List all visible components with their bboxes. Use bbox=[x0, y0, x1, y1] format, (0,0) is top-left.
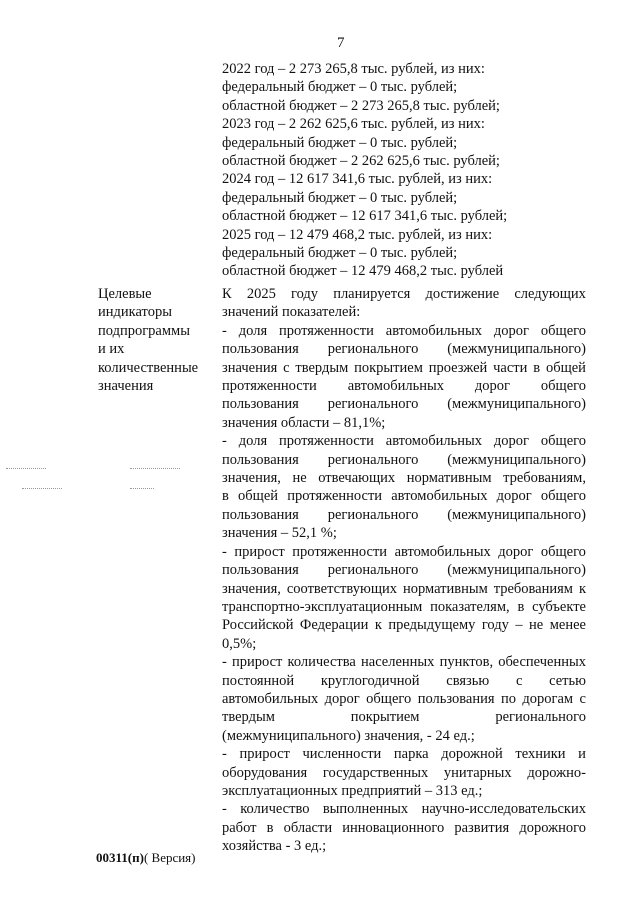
indicator-word: прирост bbox=[234, 543, 285, 560]
indicator-word: общего bbox=[540, 488, 586, 505]
indicator-word: пунктов, bbox=[439, 654, 494, 671]
section-label-line: значения bbox=[98, 378, 154, 395]
indicator-word: государственных bbox=[322, 764, 429, 781]
indicator-word: значения, bbox=[222, 470, 281, 487]
budget-line: 2025 год – 12 479 468,2 тыс. рублей, из них: bbox=[222, 226, 493, 243]
indicator-word: - bbox=[222, 801, 227, 818]
indicator-word: в bbox=[266, 819, 274, 836]
indicator-word: Российской bbox=[222, 617, 294, 634]
indicator-word: общего bbox=[540, 322, 586, 339]
indicator-word: году bbox=[290, 286, 319, 302]
indicator-word: к bbox=[578, 580, 586, 597]
indicator-word: следующих bbox=[514, 286, 586, 302]
indicator-word: автомобильных bbox=[385, 322, 482, 339]
indicator-word: прирост bbox=[239, 746, 290, 763]
section-label-line: индикаторы bbox=[98, 304, 172, 321]
scan-artifact-line bbox=[130, 488, 154, 490]
indicator-word: субъекте bbox=[532, 598, 586, 615]
indicator-line bbox=[222, 377, 586, 395]
indicator-word: нормативным bbox=[406, 470, 492, 487]
indicator-word: значения, bbox=[222, 580, 281, 597]
section-label-line: количественные bbox=[98, 359, 199, 376]
indicator-word: общего bbox=[540, 378, 586, 395]
target-indicators-text bbox=[222, 285, 586, 856]
indicator-word: протяженности bbox=[279, 433, 374, 450]
scan-artifact-line bbox=[22, 488, 62, 490]
indicator-line bbox=[222, 672, 586, 690]
indicator-word: регионального bbox=[327, 451, 419, 468]
indicator-word: дорог bbox=[493, 433, 529, 450]
section-label-target-indicators bbox=[98, 285, 213, 395]
indicator-word: отвечающих bbox=[318, 470, 396, 487]
indicator-word: количество bbox=[240, 801, 310, 818]
indicator-line bbox=[222, 451, 586, 469]
indicator-word: протяженности bbox=[279, 322, 374, 339]
indicator-word: Федерации bbox=[299, 617, 369, 634]
indicator-word: с bbox=[515, 672, 523, 689]
indicator-word: дорожной bbox=[441, 746, 503, 763]
indicator-line: 0,5%; bbox=[222, 635, 257, 652]
indicator-line bbox=[222, 708, 586, 726]
indicator-line bbox=[222, 395, 586, 413]
indicator-word: пользования bbox=[222, 506, 299, 523]
budget-line: 2022 год – 2 273 265,8 тыс. рублей, из них: bbox=[222, 61, 485, 77]
indicator-word: по bbox=[500, 690, 516, 707]
indicator-word: парка bbox=[393, 746, 429, 763]
indicator-word: показателям, bbox=[430, 598, 510, 615]
indicator-word: количества bbox=[287, 654, 356, 671]
indicator-word: году bbox=[481, 617, 509, 634]
indicator-word: предыдущему bbox=[388, 617, 476, 634]
indicator-word: твердым bbox=[222, 709, 275, 726]
indicator-word: автомобильных bbox=[347, 378, 444, 395]
indicator-line: (межмуниципального) значения, - 24 ед.; bbox=[222, 727, 475, 744]
indicator-word: научно-исследовательских bbox=[421, 801, 586, 818]
indicator-word: дорог bbox=[496, 488, 532, 505]
indicator-line bbox=[222, 469, 586, 487]
indicator-word: с bbox=[579, 690, 586, 707]
indicator-line bbox=[222, 764, 586, 782]
indicator-word: регионального bbox=[495, 709, 586, 726]
indicator-word: - bbox=[222, 433, 227, 450]
indicator-word: в bbox=[517, 598, 525, 615]
document-footer bbox=[96, 850, 196, 866]
budget-line: федеральный бюджет – 0 тыс. рублей; bbox=[222, 134, 458, 151]
indicator-line bbox=[222, 506, 586, 524]
indicator-word: планируется bbox=[333, 286, 411, 302]
indicator-word: с bbox=[283, 359, 290, 376]
indicator-word: доля bbox=[238, 433, 268, 450]
section-label-line: Целевые bbox=[98, 286, 152, 302]
indicator-line bbox=[222, 653, 586, 671]
indicator-word: сетью bbox=[549, 672, 586, 689]
indicator-word: менее bbox=[549, 617, 586, 634]
indicator-line: значения – 52,1 %; bbox=[222, 525, 337, 542]
indicator-word: нормативным bbox=[402, 580, 488, 597]
indicator-word: не bbox=[529, 617, 544, 634]
indicator-word: дорог bbox=[493, 322, 529, 339]
indicator-word: численности bbox=[302, 746, 382, 763]
indicator-word: не bbox=[292, 470, 307, 487]
indicator-word: общего bbox=[540, 433, 586, 450]
indicator-word: значения bbox=[222, 359, 278, 376]
indicator-word: требованиям bbox=[493, 580, 573, 597]
indicator-line bbox=[222, 340, 586, 358]
indicator-word: - bbox=[222, 543, 227, 560]
indicator-word: дорожно- bbox=[527, 764, 586, 781]
indicator-word: дорог bbox=[474, 378, 510, 395]
indicator-word: в bbox=[222, 488, 229, 505]
indicator-word: доля bbox=[238, 322, 268, 339]
indicator-word: дорожного bbox=[519, 819, 586, 836]
indicator-word: общего bbox=[540, 543, 586, 560]
indicator-word: прирост bbox=[231, 654, 283, 671]
indicator-word: протяженности bbox=[222, 378, 317, 395]
indicator-word: выполненных bbox=[322, 801, 409, 818]
indicator-line bbox=[222, 561, 586, 579]
indicator-line bbox=[222, 800, 586, 818]
indicator-word: общего bbox=[366, 690, 412, 707]
page-number: 7 bbox=[337, 35, 345, 51]
indicator-word: пользования bbox=[222, 341, 299, 358]
indicator-word: пользования bbox=[417, 690, 495, 707]
indicator-word: в bbox=[533, 359, 541, 376]
indicator-line bbox=[222, 690, 586, 708]
indicator-word: - bbox=[222, 654, 227, 671]
indicator-word: развития bbox=[454, 819, 510, 836]
indicator-line bbox=[222, 819, 586, 837]
indicator-line bbox=[222, 616, 586, 634]
indicator-line: хозяйства - 3 ед.; bbox=[222, 838, 327, 855]
indicator-word: к bbox=[374, 617, 382, 634]
indicator-line bbox=[222, 543, 586, 561]
indicator-word: протяженности bbox=[292, 543, 388, 560]
indicator-word: (межмуниципального) bbox=[447, 451, 586, 468]
indicator-line: значения области – 81,1%; bbox=[222, 414, 386, 431]
indicator-word: дорогам bbox=[522, 690, 574, 707]
indicator-word: автомобильных bbox=[222, 690, 319, 707]
indicator-word: транспортно-эксплуатационным bbox=[222, 598, 423, 615]
indicator-line bbox=[222, 359, 586, 377]
indicator-line bbox=[222, 580, 586, 598]
indicator-word: достижение bbox=[425, 286, 500, 302]
indicator-word: техники bbox=[515, 746, 566, 763]
budget-line: областной бюджет – 2 273 265,8 тыс. рублей; bbox=[222, 97, 500, 114]
indicator-line bbox=[222, 745, 586, 763]
indicator-word: работ bbox=[222, 819, 257, 836]
indicator-word: автомобильных bbox=[394, 543, 491, 560]
indicator-word: дорог bbox=[498, 543, 534, 560]
budget-line: областной бюджет – 12 617 341,6 тыс. рублей; bbox=[222, 208, 508, 225]
indicator-word: дорог bbox=[324, 690, 360, 707]
indicator-word: и bbox=[578, 746, 586, 763]
indicator-word: регионального bbox=[327, 396, 419, 413]
indicator-word: твердым bbox=[295, 359, 349, 376]
indicator-word: протяженности bbox=[287, 488, 383, 505]
indicator-line bbox=[222, 432, 586, 450]
indicator-word: круглогодичной bbox=[320, 672, 420, 689]
indicator-line bbox=[222, 598, 586, 616]
indicator-line: эксплуатационных предприятий – 313 ед.; bbox=[222, 782, 483, 799]
indicator-word: пользования bbox=[222, 396, 299, 413]
budget-line: федеральный бюджет – 0 тыс. рублей; bbox=[222, 245, 458, 262]
indicator-word: (межмуниципального) bbox=[447, 562, 586, 579]
budget-line: областной бюджет – 12 479 468,2 тыс. рублей bbox=[222, 263, 504, 280]
indicator-word: требованиям, bbox=[503, 470, 586, 487]
indicator-word: - bbox=[222, 322, 227, 339]
indicator-word: - bbox=[222, 746, 227, 763]
indicator-word: – bbox=[515, 617, 523, 634]
indicator-word: регионального bbox=[327, 562, 419, 579]
indicator-word: области bbox=[283, 819, 333, 836]
section-label-line: и их bbox=[98, 341, 125, 358]
indicator-word: пользования bbox=[222, 451, 299, 468]
indicator-word: соответствующих bbox=[286, 580, 398, 597]
indicator-word: оборудования bbox=[222, 764, 308, 781]
budget-line: федеральный бюджет – 0 тыс. рублей; bbox=[222, 189, 458, 206]
indicator-word: связью bbox=[446, 672, 490, 689]
budget-line: 2024 год – 12 617 341,6 тыс. рублей, из них: bbox=[222, 171, 493, 188]
indicator-word: покрытием bbox=[350, 709, 420, 726]
indicator-word: постоянной bbox=[222, 672, 295, 689]
indicator-line bbox=[222, 322, 586, 340]
indicator-word: регионального bbox=[327, 341, 419, 358]
indicator-word: общей bbox=[238, 488, 279, 505]
section-label-line: подпрограммы bbox=[98, 322, 190, 339]
budget-line: 2023 год – 2 262 625,6 тыс. рублей, из них: bbox=[222, 116, 485, 133]
indicator-word: пользования bbox=[222, 562, 299, 579]
indicator-word: автомобильных bbox=[391, 488, 488, 505]
indicator-word: проезжей bbox=[428, 359, 488, 376]
indicator-word: 2025 bbox=[246, 286, 276, 302]
budget-breakdown bbox=[222, 60, 592, 281]
indicator-word: населенных bbox=[361, 654, 435, 671]
budget-line: федеральный бюджет – 0 тыс. рублей; bbox=[222, 79, 458, 96]
indicator-line: значений показателей: bbox=[222, 304, 361, 321]
indicator-word: (межмуниципального) bbox=[447, 341, 586, 358]
indicator-word: части bbox=[493, 359, 528, 376]
indicator-line bbox=[222, 487, 586, 505]
indicator-word: К bbox=[222, 286, 232, 302]
indicator-word: обеспеченных bbox=[498, 654, 586, 671]
indicator-word: унитарных bbox=[443, 764, 512, 781]
indicator-word: общей bbox=[545, 359, 586, 376]
document-version: ( Версия) bbox=[143, 850, 196, 865]
indicator-word: (межмуниципального) bbox=[447, 506, 586, 523]
indicator-word: автомобильных bbox=[385, 433, 482, 450]
indicator-word: покрытием bbox=[354, 359, 423, 376]
indicator-line bbox=[222, 285, 586, 303]
budget-line: областной бюджет – 2 262 625,6 тыс. рублей; bbox=[222, 153, 500, 170]
scan-artifact-line bbox=[6, 468, 46, 470]
scan-artifact-line bbox=[130, 468, 180, 470]
indicator-word: инновационного bbox=[342, 819, 445, 836]
indicator-word: регионального bbox=[327, 506, 419, 523]
document-code: 00311(п) bbox=[96, 850, 144, 865]
indicator-word: (межмуниципального) bbox=[447, 396, 586, 413]
